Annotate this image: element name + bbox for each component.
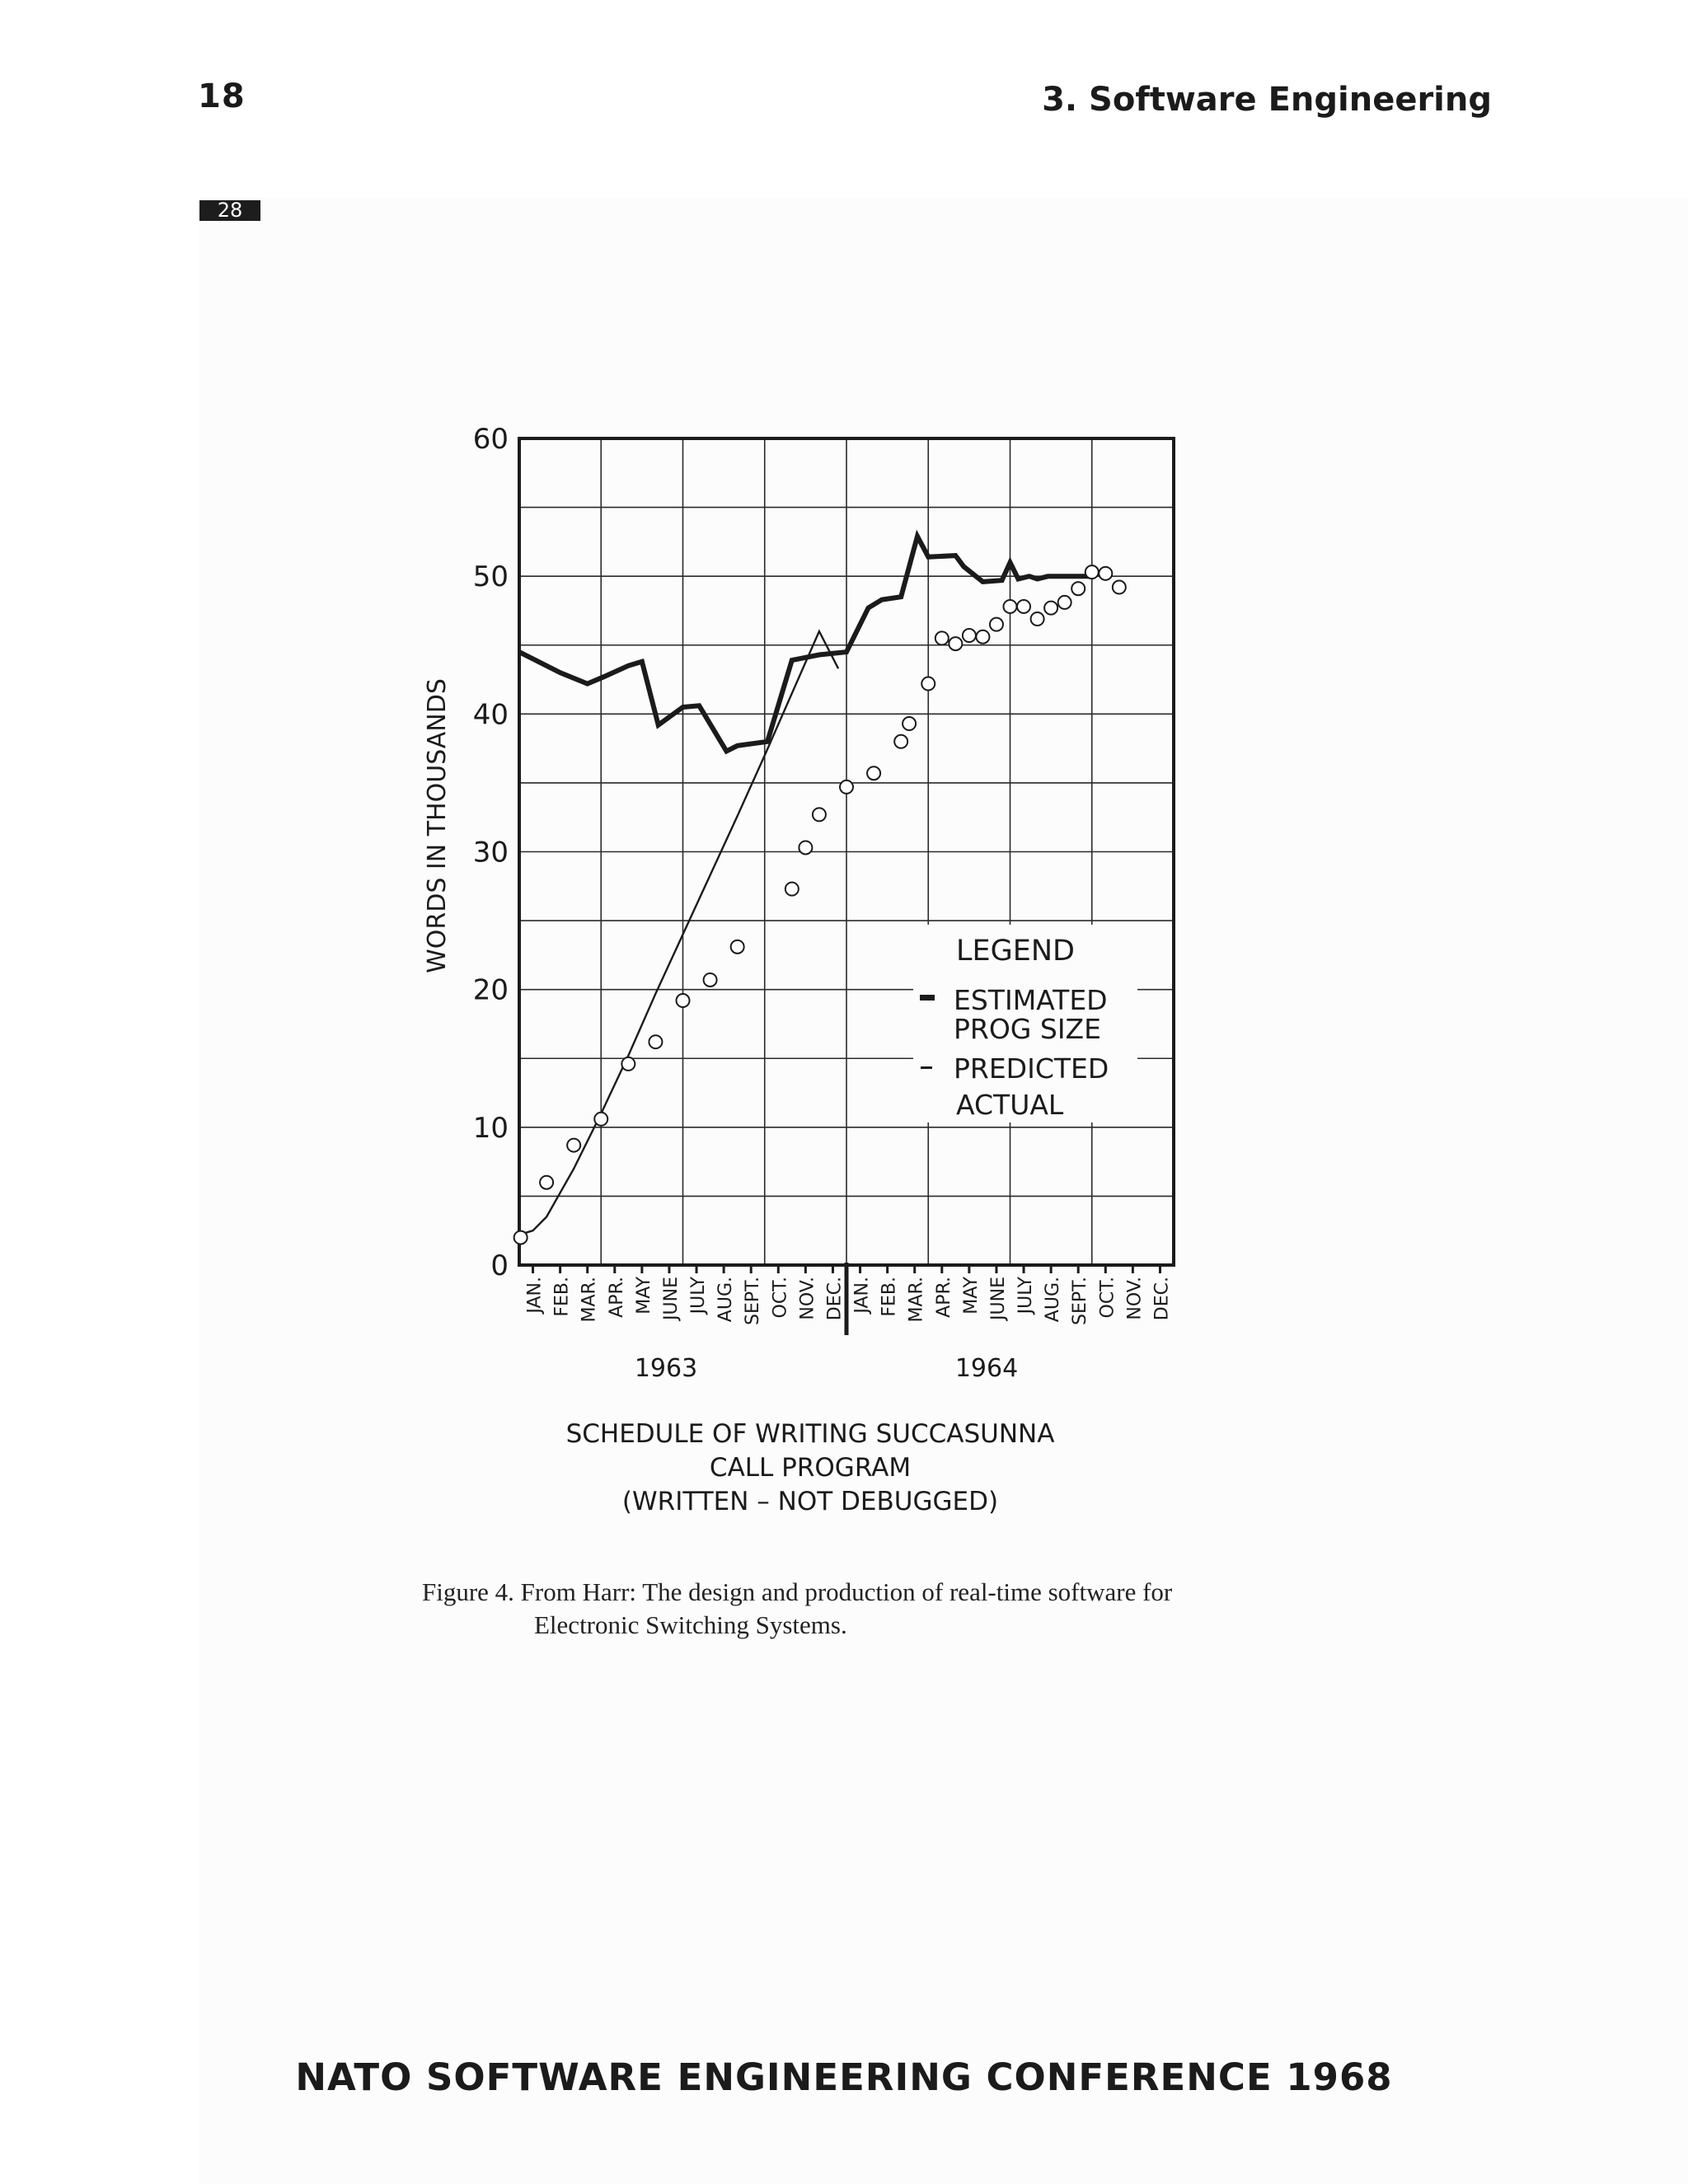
year-label-1964: 1964 [954, 1354, 1019, 1383]
actual-data-point [976, 630, 989, 644]
x-tick-label: AUG. [715, 1277, 737, 1323]
chart-series [514, 537, 1126, 1244]
y-tick-label: 40 [472, 698, 509, 732]
running-head: 3. Software Engineering [1042, 81, 1492, 119]
actual-data-point [894, 735, 907, 748]
actual-data-point [949, 637, 962, 650]
x-tick-label: NOV. [1124, 1277, 1146, 1320]
x-tick-label: MAY [633, 1277, 654, 1315]
actual-data-point [799, 841, 812, 854]
chart-ticks [473, 423, 1173, 1325]
legend-estimated-line1: ESTIMATED [954, 984, 1108, 1016]
actual-data-point [594, 1113, 607, 1126]
actual-data-point [990, 618, 1003, 631]
actual-data-point [1058, 596, 1071, 609]
original-page-number-badge: 28 [199, 200, 260, 221]
x-tick-label: SEPT. [1070, 1277, 1091, 1325]
y-axis-label: WORDS IN THOUSANDS [423, 678, 452, 973]
x-tick-label: JULY [688, 1277, 710, 1315]
y-tick-label: 10 [472, 1111, 509, 1145]
year-label-1963: 1963 [634, 1354, 698, 1383]
actual-data-point [840, 780, 853, 794]
actual-data-point [921, 677, 935, 691]
actual-data-point [1099, 567, 1112, 580]
figure-caption [422, 1576, 1329, 1642]
actual-data-point [621, 1057, 635, 1071]
chart-legend [913, 925, 1137, 1122]
x-tick-label: MAY [960, 1277, 982, 1315]
chart-title-line2: CALL PROGRAM [709, 1453, 912, 1483]
legend-thick-line-swatch [920, 995, 935, 1001]
actual-data-point [1031, 612, 1044, 626]
x-tick-label: MAR. [906, 1277, 927, 1323]
x-tick-label: APR. [606, 1277, 627, 1318]
actual-data-point [903, 717, 916, 730]
y-tick-label: 60 [472, 423, 509, 456]
x-tick-label: OCT. [1097, 1277, 1118, 1319]
chart-grid [519, 438, 1174, 1265]
x-tick-label: MAR. [579, 1277, 600, 1323]
x-tick-label: JAN. [851, 1277, 873, 1314]
legend-estimated-line2: PROG SIZE [954, 1013, 1102, 1045]
actual-data-point [1017, 600, 1030, 613]
y-tick-label: 0 [490, 1249, 509, 1282]
x-tick-label: DEC. [1151, 1277, 1173, 1321]
figure-caption-line1: Figure 4. From Harr: The design and production of real-time software for [422, 1577, 1173, 1606]
y-tick-label: 30 [472, 836, 509, 869]
actual-data-point [731, 940, 744, 954]
x-tick-label: NOV. [797, 1277, 818, 1320]
x-tick-label: AUG. [1043, 1277, 1064, 1323]
actual-data-point [514, 1231, 528, 1244]
estimated-size-line [519, 537, 1095, 752]
chart-title-line3: (WRITTEN – NOT DEBUGGED) [621, 1487, 999, 1516]
x-tick-label: JUNE [660, 1277, 682, 1320]
y-tick-label: 20 [472, 973, 509, 1007]
x-tick-label: APR. [933, 1277, 954, 1318]
x-tick-label: FEB. [551, 1277, 573, 1317]
actual-data-point [1004, 600, 1017, 613]
actual-data-point [567, 1139, 580, 1152]
x-tick-label: JAN. [524, 1277, 546, 1314]
legend-title: LEGEND [956, 935, 1075, 968]
actual-data-point [867, 766, 880, 780]
actual-data-point [1113, 581, 1126, 594]
actual-data-point [677, 994, 690, 1007]
actual-data-point [649, 1035, 662, 1048]
actual-data-point [963, 629, 976, 642]
actual-data-point [935, 631, 949, 644]
actual-data-point [1044, 602, 1057, 615]
x-tick-label: DEC. [824, 1277, 846, 1321]
figure-caption-line2: Electronic Switching Systems. [534, 1610, 847, 1639]
x-tick-label: JUNE [987, 1277, 1009, 1320]
actual-data-point [704, 973, 717, 987]
actual-data-point [785, 883, 799, 896]
x-tick-label: SEPT. [743, 1277, 764, 1325]
legend-predicted: PREDICTED [954, 1052, 1109, 1085]
x-tick-label: OCT. [770, 1277, 791, 1319]
legend-thin-line-swatch [921, 1066, 932, 1069]
x-tick-label: JULY [1015, 1277, 1037, 1315]
actual-data-point [813, 808, 826, 821]
actual-data-point [1071, 582, 1085, 595]
actual-data-point [1085, 565, 1099, 579]
actual-data-point [540, 1176, 553, 1189]
page-number: 18 [198, 77, 246, 115]
footer-title: NATO SOFTWARE ENGINEERING CONFERENCE 1968 [295, 2055, 1393, 2099]
legend-actual: ACTUAL [956, 1089, 1064, 1121]
chart-title-line1: SCHEDULE OF WRITING SUCCASUNNA [565, 1419, 1055, 1449]
x-tick-label: FEB. [879, 1277, 900, 1317]
y-tick-label: 50 [472, 560, 509, 594]
